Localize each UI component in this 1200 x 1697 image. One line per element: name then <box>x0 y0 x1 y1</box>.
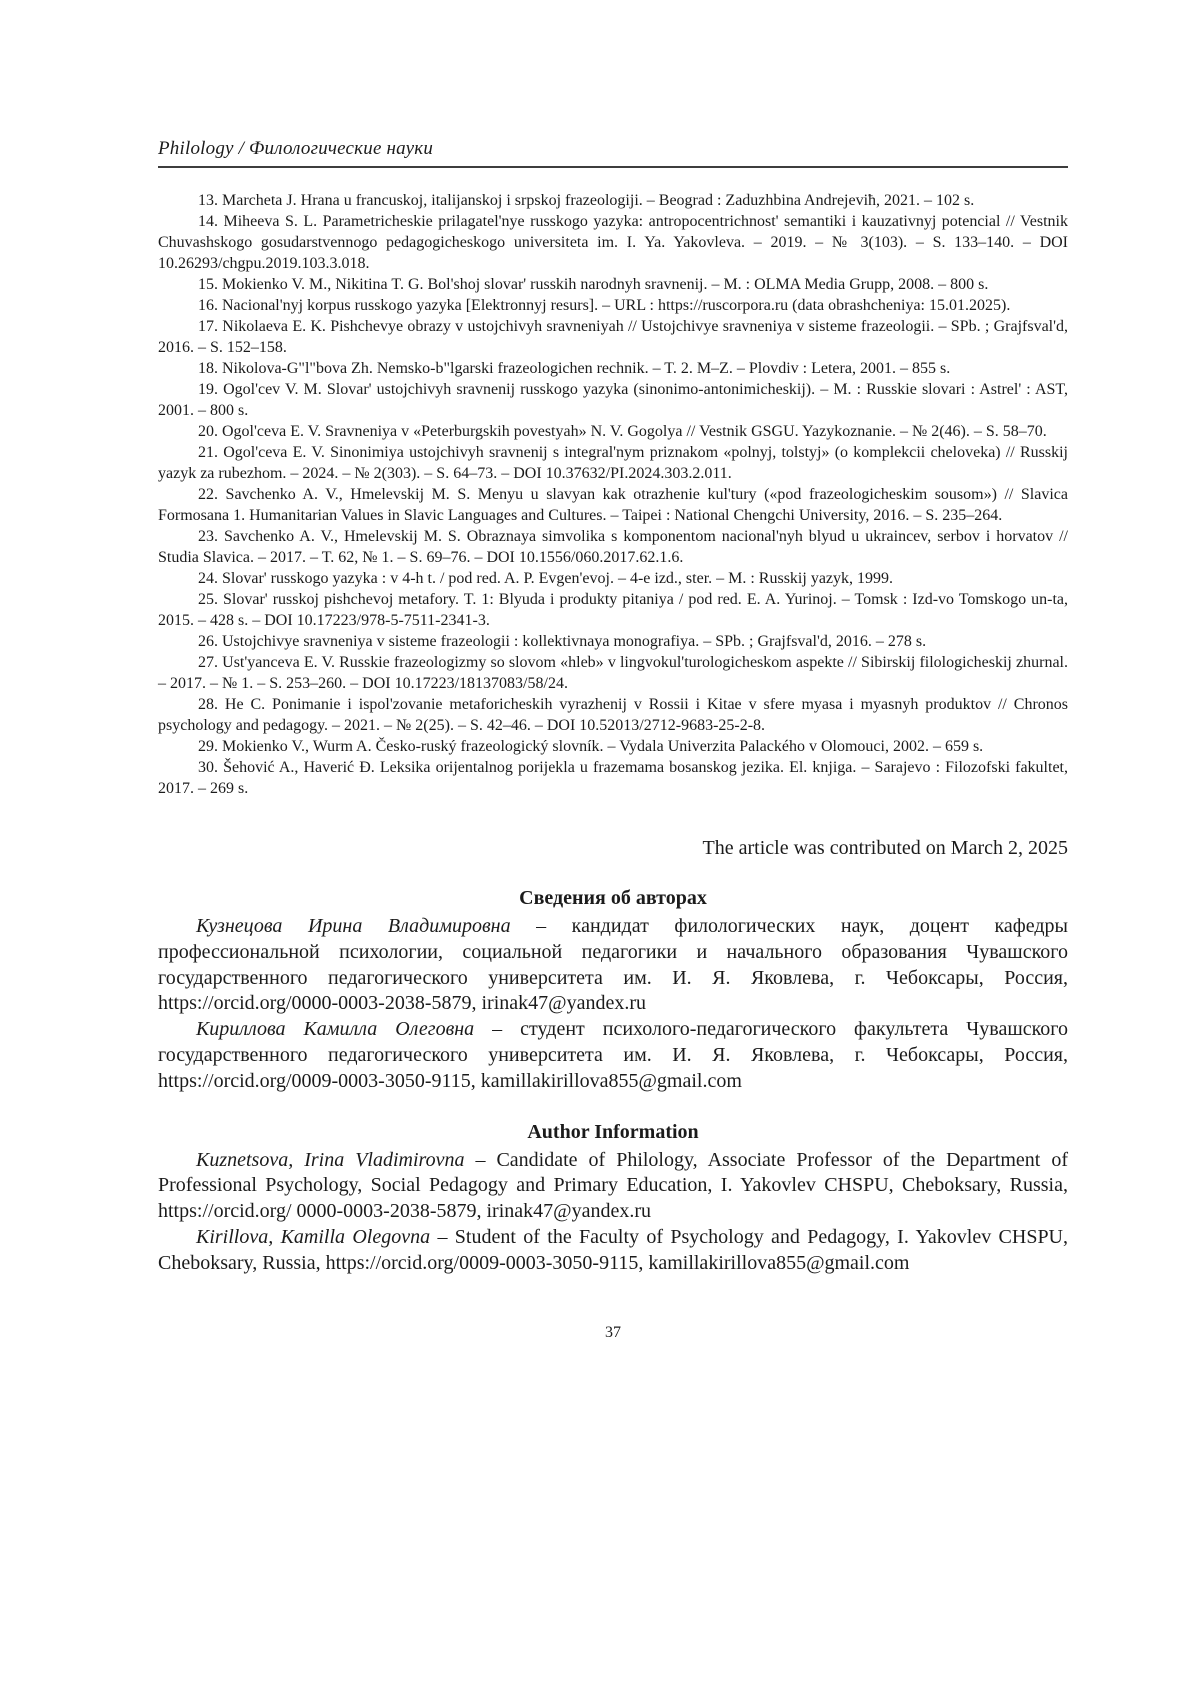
running-header <box>158 138 1068 168</box>
reference-item-15: 15. Mokienko V. M., Nikitina T. G. Bol'shoj slovar' russkih narodnyh sravnenij. – M. : OLMA Media Grupp, 2008. – 800 s. <box>198 276 989 293</box>
reference-item-13: 13. Marcheta J. Hrana u francuskoj, italijanskoj i srpskoj frazeologiji. – Beograd : Zaduzhbina Andrejeviħ, 2021. – 102 s. <box>198 192 975 209</box>
author-entry-ru-2 <box>158 1017 1068 1094</box>
reference-item-18: 18. Nikolova-G"l"bova Zh. Nemsko-b"lgarski frazeologichen rechnik. – T. 2. M–Z. – Plovdiv : Letera, 2001. – 855 s. <box>198 360 951 377</box>
author-details: – кандидат филологических наук, доцент кафедры профессиональной психологии, социальной педагогики и начального образования Чувашского государственного педагогического университета им. И. Я. Яковлева, г. Чебоксары, Россия, https://orcid.org/0000-0003-2038-5879, irinak47@yandex.ru <box>158 915 1068 1015</box>
reference-item-26: 26. Ustojchivye sravneniya v sisteme frazeologii : kollektivnaya monografiya. – SPb. ; Grajfsval'd, 2016. – 278 s. <box>198 633 927 650</box>
author-name: Кузнецова Ирина Владимировна <box>196 915 511 937</box>
author-entry-en-1 <box>158 1148 1068 1225</box>
authors-en-heading: Author Information <box>527 1120 699 1143</box>
authors-ru-section <box>158 914 1068 1095</box>
author-details: – Student of the Faculty of Psychology and Pedagogy, I. Yakovlev CHSPU, Cheboksary, Russia, https://orcid.org/0009-0003-3050-9115, kamillakirillova855@gmail.com <box>158 1225 1069 1274</box>
reference-item-14: 14. Miheeva S. L. Parametricheskie prilagatel'nye russkogo yazyka: antropocentrichnost' semantiki i kauzativnyj potencial // Vestnik Chuvashskogo gosudarstvennogo pedagogicheskogo universiteta im. I. Ya. Yakovleva. – 2019. – № 3(103). – S. 133–140. – DOI 10.26293/chgpu.2019.103.3.018. <box>158 213 1068 272</box>
running-header-title: Philology / Филологические науки <box>158 138 434 159</box>
author-name: Kirillova, Kamilla Olegovna <box>196 1225 431 1248</box>
reference-item-20: 20. Ogol'ceva E. V. Sravneniya v «Peterburgskih povestyah» N. V. Gogolya // Vestnik GSGU. Yazykoznanie. – № 2(46). – S. 58–70. <box>198 423 1047 440</box>
reference-item-25: 25. Slovar' russkoj pishchevoj metafory. T. 1: Blyuda i produkty pitaniya / pod red. E. A. Yurinoj. – Tomsk : Izd-vo Tomskogo un-ta, 2015. – 428 s. – DOI 10.17223/978-5-7511-2341-3. <box>158 591 1068 629</box>
author-entry-ru-1 <box>158 914 1068 1017</box>
reference-item-22: 22. Savchenko A. V., Hmelevskij M. S. Menyu u slavyan kak otrazhenie kul'tury («pod frazeologicheskim sousom») // Slavica Formosana 1. Humanitarian Values in Slavic Languages and Cultures. – Taipei : National Chengchi University, 2016. – S. 235–264. <box>158 486 1068 524</box>
author-details: – студент психолого-педагогического факультета Чувашского государственного педагогического университета им. И. Я. Яковлева, г. Чебоксары, Россия, https://orcid.org/0009-0003-3050-9115, kamillakirillova855@gmail.com <box>158 1018 1069 1092</box>
reference-item-27: 27. Ust'yanceva E. V. Russkie frazeologizmy so slovom «hleb» v lingvokul'turologicheskom aspekte // Sibirskij filologicheskij zhurnal. – 2017. – № 1. – S. 253–260. – DOI 10.17223/18137083/58/24. <box>158 654 1068 692</box>
author-name: Кириллова Камилла Олеговна <box>196 1018 475 1041</box>
reference-item-24: 24. Slovar' russkogo yazyka : v 4-h t. / pod red. A. P. Evgen'evoj. – 4-e izd., ster. – M. : Russkij yazyk, 1999. <box>198 570 894 587</box>
reference-item-19: 19. Ogol'cev V. M. Slovar' ustojchivyh sravnenij russkogo yazyka (sinonimo-antonimicheskij). – M. : Russkie slovari : Astrel' : AST, 2001. – 800 s. <box>158 381 1068 419</box>
author-name: Kuznetsova, Irina Vladimirovna <box>196 1148 465 1171</box>
reference-item-23: 23. Savchenko A. V., Hmelevskij M. S. Obraznaya simvolika s komponentom nacional'nyh blyud u ukraincev, serbov i horvatov // Studia Slavica. – 2017. – T. 62, № 1. – S. 69–76. – DOI 10.1556/060.2017.62.1.6. <box>158 528 1068 566</box>
reference-item-16: 16. Nacional'nyj korpus russkogo yazyka [Elektronnyj resurs]. – URL : https://ruscorpora.ru (data obrashcheniya: 15.01.2025). <box>198 297 1011 314</box>
author-details: – Candidate of Philology, Associate Professor of the Department of Professional Psychology, Social Pedagogy and Primary Education, I. Yakovlev CHSPU, Cheboksary, Russia, https://orcid.org/ 0000-0003-2038-5879, irinak47@yandex.ru <box>158 1148 1069 1223</box>
reference-item-29: 29. Mokienko V., Wurm A. Česko-ruský frazeologický slovník. – Vydala Univerzita Palackého v Olomouci, 2002. – 659 s. <box>198 738 984 755</box>
contributed-note: The article was contributed on March 2, 2025 <box>702 837 1068 859</box>
authors-en-section <box>158 1148 1068 1277</box>
author-entry-en-2 <box>158 1225 1068 1277</box>
reference-item-28: 28. He C. Ponimanie i ispol'zovanie metaforicheskih vyrazhenij v Rossii i Kitae v sfere myasa i myasnyh produktov // Chronos psychology and pedagogy. – 2021. – № 2(25). – S. 42–46. – DOI 10.52013/2712-9683-25-2-8. <box>158 696 1068 734</box>
references-list <box>158 190 1068 799</box>
header-rule <box>158 166 1068 168</box>
reference-item-17: 17. Nikolaeva E. K. Pishchevye obrazy v ustojchivyh sravneniyah // Ustojchivye sravneniya v sisteme frazeologii. – SPb. ; Grajfsval'd, 2016. – S. 152–158. <box>158 318 1068 356</box>
reference-item-21: 21. Ogol'ceva E. V. Sinonimiya ustojchivyh sravnenij s integral'nym priznakom «polnyj, tolstyj» (o komplekcii cheloveka) // Russkij yazyk za rubezhom. – 2024. – № 2(303). – S. 64–73. – DOI 10.37632/PI.2024.303.2.011. <box>158 444 1068 482</box>
page-number: 37 <box>605 1323 621 1341</box>
authors-ru-heading: Сведения об авторах <box>519 887 707 909</box>
reference-item-30: 30. Šehović A., Haverić Đ. Leksika orijentalnog porijekla u frazemama bosanskog jezika. El. knjiga. – Sarajevo : Filozofski fakultet, 2017. – 269 s. <box>158 759 1068 797</box>
